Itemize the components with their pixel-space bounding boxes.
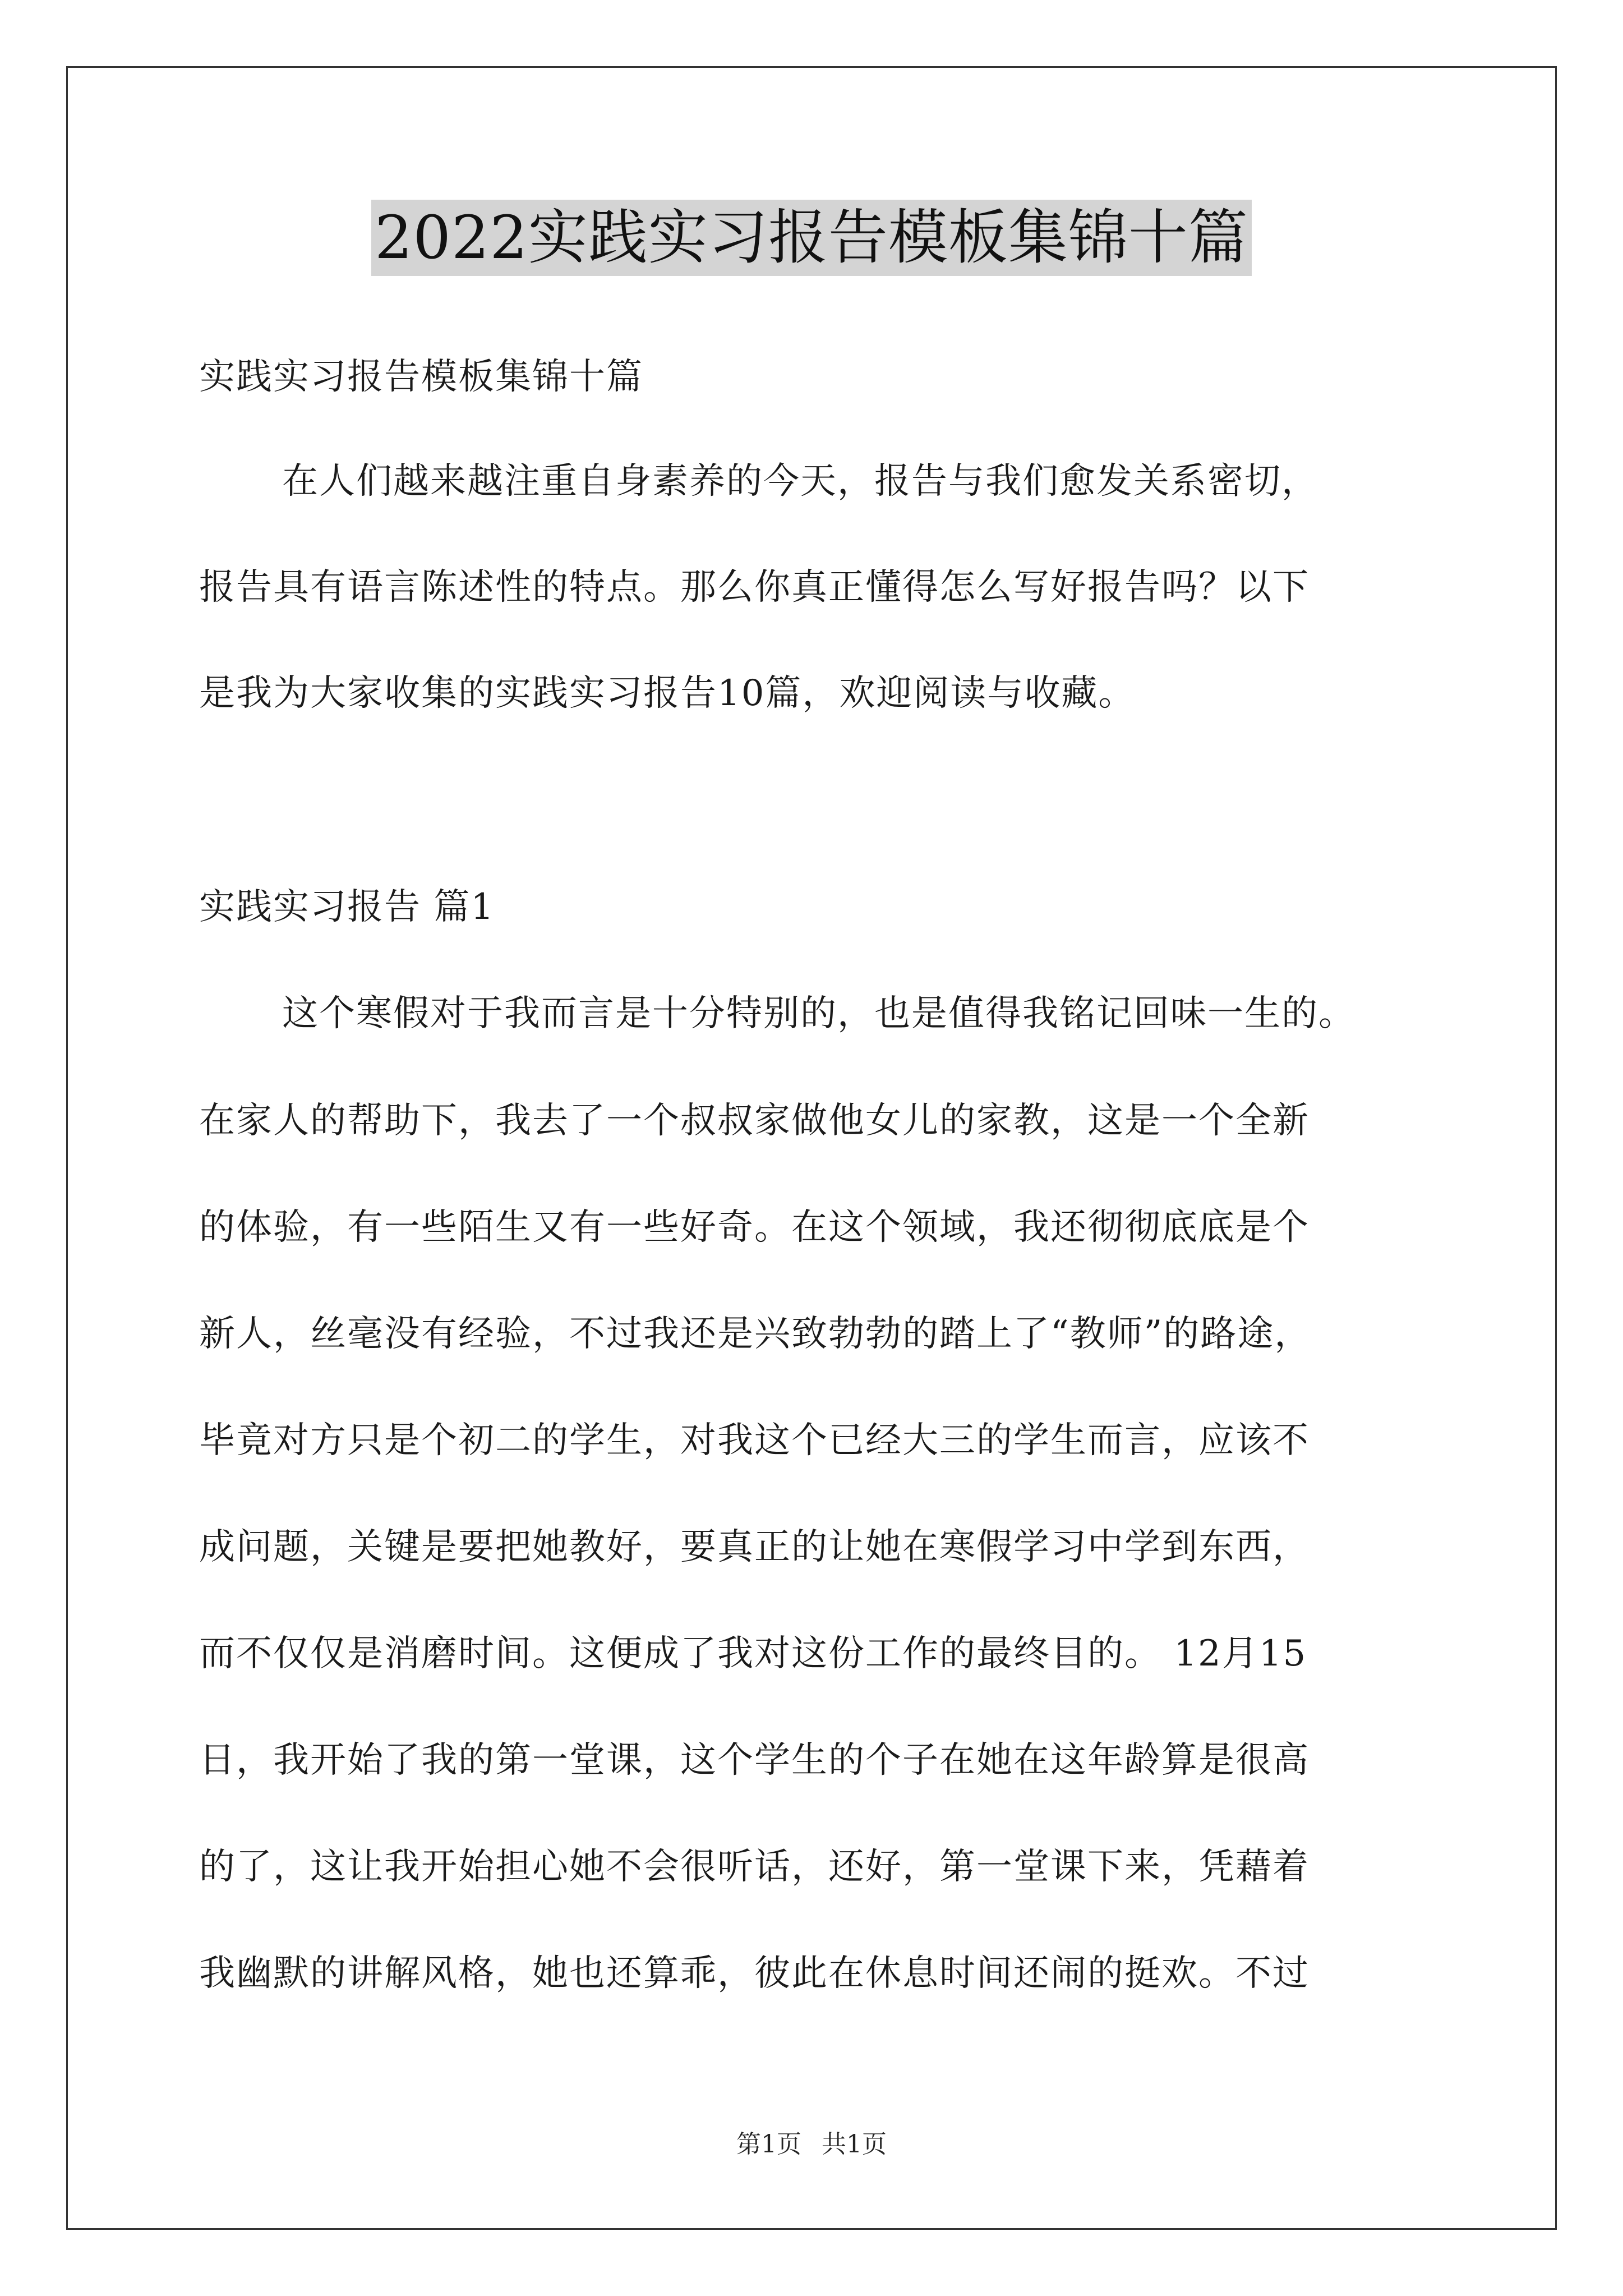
body-line: 的体验，有一些陌生又有一些好奇。在这个领域，我还彻彻底底是个 <box>199 1207 1310 1248</box>
body-line: 的了，这让我开始担心她不会很听话，还好，第一堂课下来，凭藉着 <box>199 1846 1310 1888</box>
intro-line: 是我为大家收集的实践实习报告10篇，欢迎阅读与收藏。 <box>199 673 1136 714</box>
intro-line: 报告具有语言陈述性的特点。那么你真正懂得怎么写好报告吗？以下 <box>199 567 1310 608</box>
body-line: 日，我开始了我的第一堂课，这个学生的个子在她在这年龄算是很高 <box>199 1740 1310 1781</box>
body-line: 毕竟对方只是个初二的学生，对我这个已经大三的学生而言，应该不 <box>199 1420 1310 1461</box>
document-title: 2022实践实习报告模板集锦十篇 <box>371 200 1252 276</box>
page-number: 第1页 <box>736 2130 801 2159</box>
page-total: 共1页 <box>822 2130 887 2159</box>
body-line: 新人，丝毫没有经验，不过我还是兴致勃勃的踏上了“教师”的路途， <box>199 1313 1312 1355</box>
page-footer <box>0 2128 1623 2161</box>
document-subtitle: 实践实习报告模板集锦十篇 <box>199 356 643 398</box>
body-line: 这个寒假对于我而言是十分特别的，也是值得我铭记回味一生的。 <box>282 993 1355 1034</box>
body-line: 而不仅仅是消磨时间。这便成了我对这份工作的最终目的。 12月15 <box>199 1633 1307 1674</box>
body-line: 我幽默的讲解风格，她也还算乖，彼此在休息时间还闹的挺欢。不过 <box>199 1953 1310 1994</box>
body-line: 成问题，关键是要把她教好，要真正的让她在寒假学习中学到东西， <box>199 1526 1310 1568</box>
title-container <box>0 200 1623 276</box>
section-heading: 实践实习报告 篇1 <box>199 886 495 928</box>
intro-line: 在人们越来越注重自身素养的今天，报告与我们愈发关系密切， <box>282 461 1318 502</box>
body-line: 在家人的帮助下，我去了一个叔叔家做他女儿的家教，这是一个全新 <box>199 1100 1310 1142</box>
